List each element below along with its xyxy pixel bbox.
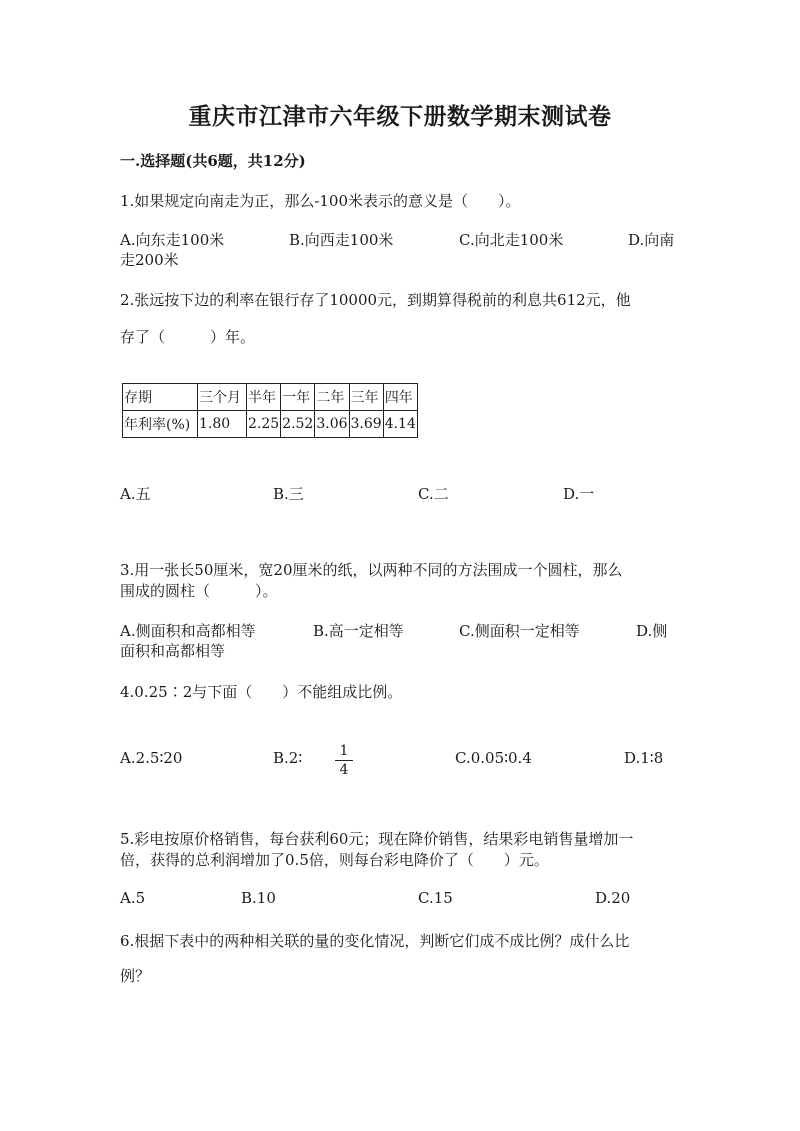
q4-option-d: D.1∶8 bbox=[624, 749, 664, 767]
q5-option-b: B.10 bbox=[241, 889, 276, 907]
table-cell: 3.06 bbox=[315, 411, 349, 438]
q2-option-a: A.五 bbox=[120, 485, 151, 503]
table-cell: 1.80 bbox=[198, 411, 247, 438]
q2-option-d: D.一 bbox=[563, 485, 595, 503]
q3-option-c: C.侧面积一定相等 bbox=[459, 622, 580, 640]
table-cell: 一年 bbox=[281, 384, 315, 411]
table-cell: 四年 bbox=[383, 384, 417, 411]
section-heading: 一.选择题(共6题，共12分) bbox=[120, 152, 306, 170]
q4-option-b-fraction bbox=[335, 743, 353, 778]
q4-option-b: B.2∶ bbox=[273, 749, 303, 767]
table-cell: 3.69 bbox=[349, 411, 383, 438]
question-4: 4.0.25∶2与下面（ ）不能组成比例。 bbox=[120, 683, 403, 701]
table-header-row bbox=[123, 384, 418, 411]
q3-option-a: A.侧面积和高都相等 bbox=[120, 622, 256, 640]
table-cell: 4.14 bbox=[383, 411, 417, 438]
question-6-line-2: 例？ bbox=[120, 967, 151, 985]
question-3-line-2: 围成的圆柱（ ）。 bbox=[120, 582, 278, 600]
q1-option-c: C.向北走100米 bbox=[459, 231, 564, 249]
question-6-line-1: 6.根据下表中的两种相关联的量的变化情况，判断它们成不成比例？成什么比 bbox=[120, 932, 630, 950]
interest-rate-table bbox=[122, 383, 418, 438]
q1-option-d-wrap: 走200米 bbox=[120, 251, 179, 269]
fraction-bar bbox=[335, 760, 353, 761]
q5-option-d: D.20 bbox=[595, 889, 631, 907]
question-5-line-2: 倍，获得的总利润增加了0.5倍，则每台彩电降价了（ ）元。 bbox=[120, 851, 549, 869]
q4-option-c: C.0.05∶0.4 bbox=[455, 749, 532, 767]
q4-option-a: A.2.5∶20 bbox=[120, 749, 183, 767]
table-cell: 三个月 bbox=[198, 384, 247, 411]
table-cell: 存期 bbox=[123, 384, 198, 411]
fraction-denominator: 4 bbox=[339, 762, 349, 778]
q3-option-b: B.高一定相等 bbox=[313, 622, 404, 640]
question-2-line-2: 存了（ ）年。 bbox=[120, 328, 256, 346]
question-5-line-1: 5.彩电按原价格销售，每台获利60元；现在降价销售，结果彩电销售量增加一 bbox=[120, 830, 634, 848]
table-cell: 二年 bbox=[315, 384, 349, 411]
q2-option-c: C.二 bbox=[418, 485, 449, 503]
q5-option-c: C.15 bbox=[418, 889, 453, 907]
table-cell: 2.52 bbox=[281, 411, 315, 438]
q2-option-b: B.三 bbox=[273, 485, 304, 503]
table-cell: 半年 bbox=[247, 384, 281, 411]
page-title: 重庆市江津市六年级下册数学期末测试卷 bbox=[188, 103, 612, 130]
q3-option-d-wrap: 面积和高都相等 bbox=[120, 642, 226, 660]
q5-option-a: A.5 bbox=[120, 889, 146, 907]
table-cell: 三年 bbox=[349, 384, 383, 411]
q1-option-b: B.向西走100米 bbox=[289, 231, 394, 249]
question-1: 1.如果规定向南走为正，那么-100米表示的意义是（ ）。 bbox=[120, 192, 521, 210]
table-cell: 年利率(%) bbox=[123, 411, 198, 438]
fraction-numerator: 1 bbox=[339, 743, 349, 759]
q3-option-d: D.侧 bbox=[636, 622, 668, 640]
q1-option-d: D.向南 bbox=[628, 231, 675, 249]
table-row bbox=[123, 411, 418, 438]
table-cell: 2.25 bbox=[247, 411, 281, 438]
q1-option-a: A.向东走100米 bbox=[120, 231, 225, 249]
question-3-line-1: 3.用一张长50厘米，宽20厘米的纸，以两种不同的方法围成一个圆柱，那么 bbox=[120, 561, 623, 579]
question-2-line-1: 2.张远按下边的利率在银行存了10000元，到期算得税前的利息共612元，他 bbox=[120, 291, 631, 309]
